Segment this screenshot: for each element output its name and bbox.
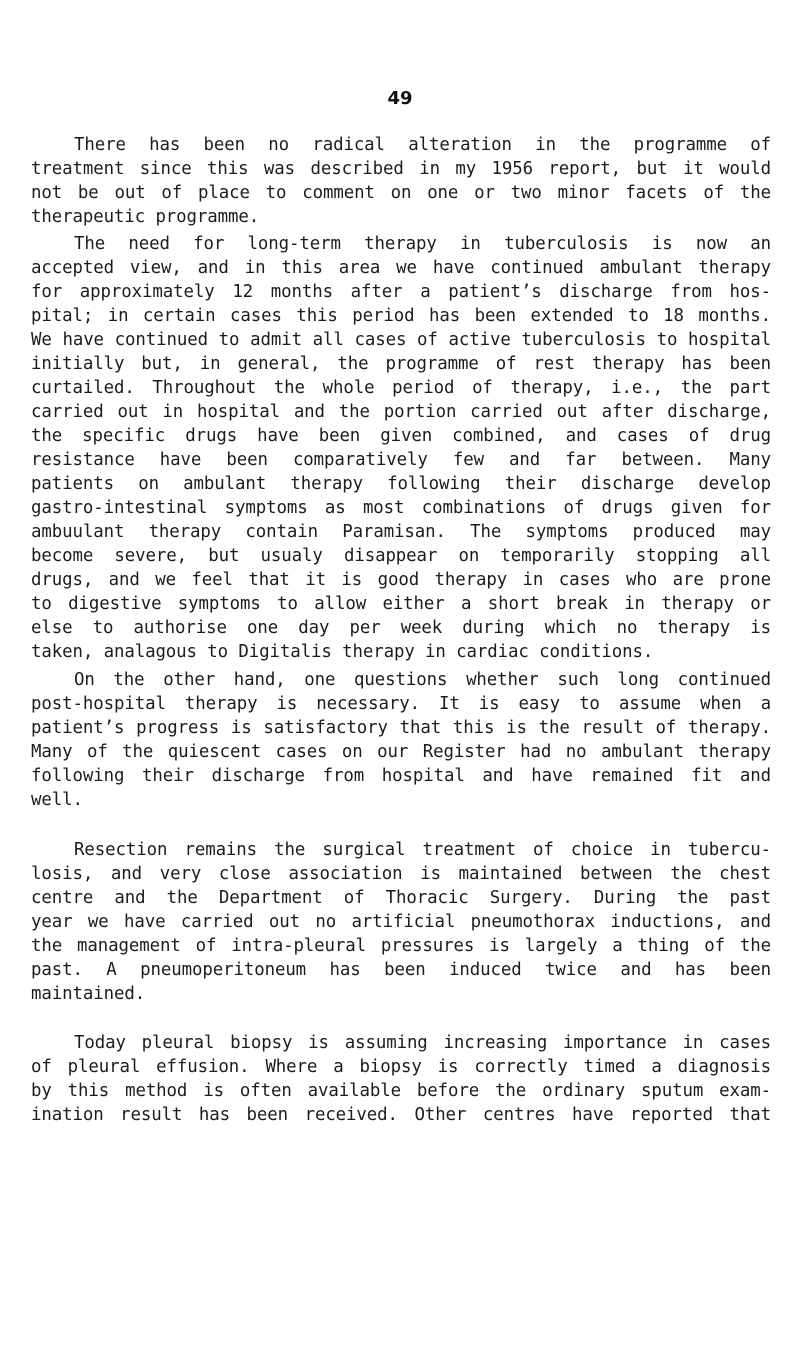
text-line: accepted view, and in this area we have continued ambulant therapy: [31, 258, 771, 278]
text-line: losis, and very close association is maintained between the chest: [31, 864, 771, 884]
text-line: Resection remains the surgical treatment of choice in tubercu-: [74, 840, 771, 860]
text-line: carried out in hospital and the portion carried out after discharge,: [31, 402, 771, 422]
text-line: year we have carried out no artificial pneumothorax inductions, and: [31, 912, 771, 932]
page-number: 49: [387, 88, 413, 109]
text-line: well.: [31, 790, 83, 810]
text-line: maintained.: [31, 984, 146, 1004]
text-line: gastro-intestinal symptoms as most combinations of drugs given for: [31, 498, 771, 518]
text-line: curtailed. Throughout the whole period of therapy, i.e., the part: [31, 378, 771, 398]
text-line: to digestive symptoms to allow either a short break in therapy or: [31, 594, 771, 614]
text-line: else to authorise one day per week during which no therapy is: [31, 618, 771, 638]
text-line: We have continued to admit all cases of active tuberculosis to hospital: [31, 330, 771, 350]
text-line: treatment since this was described in my 1956 report, but it would: [31, 159, 771, 179]
text-line: resistance have been comparatively few and far between. Many: [31, 450, 771, 470]
text-line: for approximately 12 months after a patient’s discharge from hos-: [31, 282, 771, 302]
text-line: patients on ambulant therapy following their discharge develop: [31, 474, 771, 494]
text-line: by this method is often available before the ordinary sputum exam-: [31, 1081, 771, 1101]
text-line: become severe, but usualy disappear on temporarily stopping all: [31, 546, 771, 566]
text-line: On the other hand, one questions whether such long continued: [74, 670, 771, 690]
text-line: following their discharge from hospital and have remained fit and: [31, 766, 771, 786]
text-line: the management of intra-pleural pressures is largely a thing of the: [31, 936, 771, 956]
text-line: pital; in certain cases this period has been extended to 18 months.: [31, 306, 771, 326]
text-line: not be out of place to comment on one or two minor facets of the: [31, 183, 771, 203]
text-line: The need for long-term therapy in tuberculosis is now an: [74, 234, 771, 254]
text-line: post-hospital therapy is necessary. It is easy to assume when a: [31, 694, 771, 714]
text-line: patient’s progress is satisfactory that this is the result of therapy.: [31, 718, 771, 738]
text-line: the specific drugs have been given combined, and cases of drug: [31, 426, 771, 446]
text-line: initially but, in general, the programme of rest therapy has been: [31, 354, 771, 374]
text-line: past. A pneumoperitoneum has been induced twice and has been: [31, 960, 771, 980]
text-line: ambuulant therapy contain Paramisan. The symptoms produced may: [31, 522, 771, 542]
text-line: therapeutic programme.: [31, 207, 260, 227]
text-line: ination result has been received. Other centres have reported that: [31, 1105, 771, 1125]
text-line: drugs, and we feel that it is good therapy in cases who are prone: [31, 570, 771, 590]
text-line: Many of the quiescent cases on our Register had no ambulant therapy: [31, 742, 771, 762]
text-line: of pleural effusion. Where a biopsy is correctly timed a diagnosis: [31, 1057, 771, 1077]
text-line: taken, analagous to Digitalis therapy in cardiac conditions.: [31, 642, 654, 662]
text-line: centre and the Department of Thoracic Surgery. During the past: [31, 888, 771, 908]
text-line: Today pleural biopsy is assuming increasing importance in cases: [74, 1033, 771, 1053]
text-line: There has been no radical alteration in the programme of: [74, 135, 771, 155]
